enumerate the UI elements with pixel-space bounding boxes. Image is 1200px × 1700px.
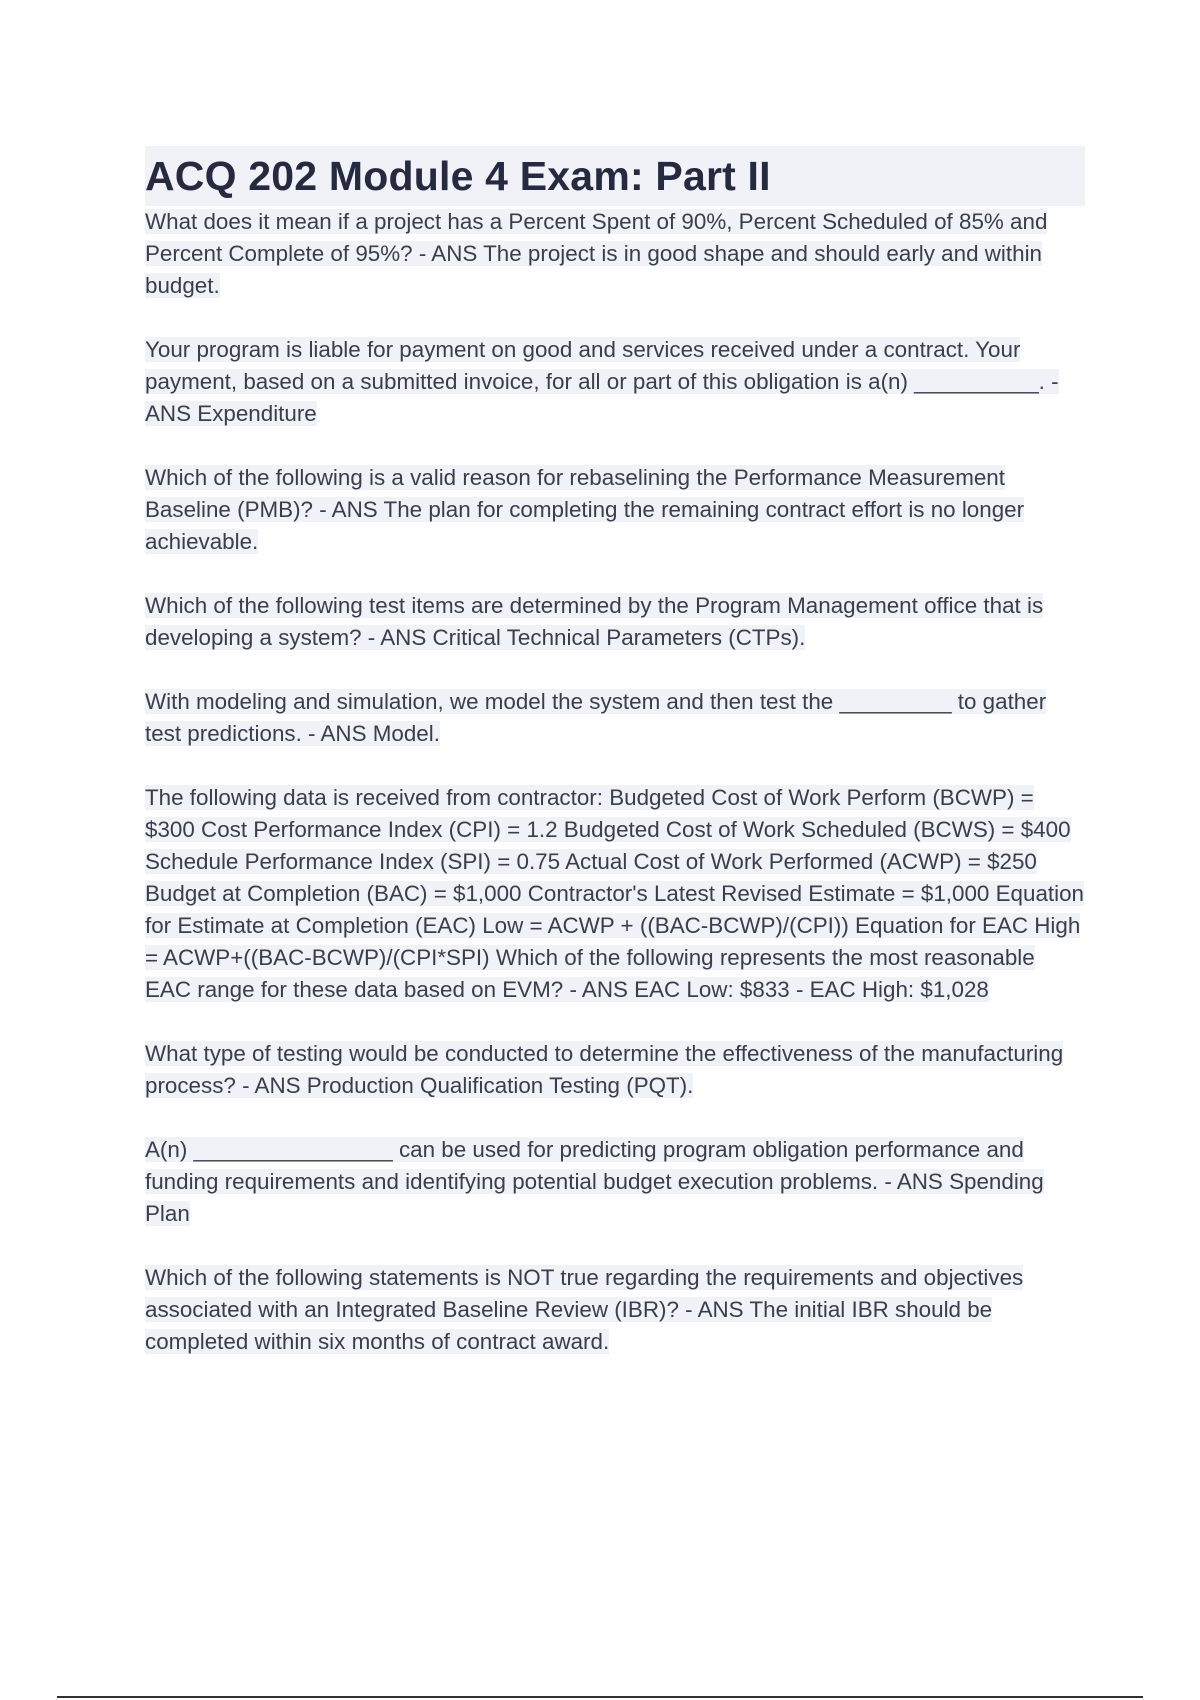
qa-item bbox=[145, 1262, 1085, 1358]
document-title: ACQ 202 Module 4 Exam: Part II bbox=[145, 146, 1085, 206]
qa-text: Which of the following test items are determined by the Program Management office that is developing a system? - ANS Critical Technical Parameters (CTPs). bbox=[145, 593, 1044, 650]
qa-text: With modeling and simulation, we model the system and then test the _________ to gather test predictions. - ANS Model. bbox=[145, 689, 1047, 746]
qa-item bbox=[145, 686, 1085, 750]
qa-text: Your program is liable for payment on good and services received under a contract. Your payment, based on a submitted invoice, for all or part of this obligation is a(n) __________. - ANS Expenditure bbox=[145, 337, 1059, 426]
qa-text: The following data is received from contractor: Budgeted Cost of Work Perform (BCWP) = $300 Cost Performance Index (CPI) = 1.2 Budgeted Cost of Work Scheduled (BCWS) = $400 Schedule Performance Index (SPI) = 0.75 Actual Cost of Work Performed (ACWP) = $250 Budget at Completion (BAC) = $1,000 Contractor's Latest Revised Estimate = $1,000 Equation for Estimate at Completion (EAC) Low = ACWP + ((BAC-BCWP)/(CPI)) Equation for EAC High = ACWP+((BAC-BCWP)/(CPI*SPI) Which of the following represents the most reasonable EAC range for these data based on EVM? - ANS EAC Low: $833 - EAC High: $1,028 bbox=[145, 785, 1084, 1002]
qa-item bbox=[145, 462, 1085, 558]
qa-text: Which of the following statements is NOT true regarding the requirements and objectives associated with an Integrated Baseline Review (IBR)? - ANS The initial IBR should be completed within six months of contract award. bbox=[145, 1265, 1024, 1354]
qa-item bbox=[145, 782, 1085, 1006]
qa-item bbox=[145, 206, 1085, 302]
qa-item bbox=[145, 334, 1085, 430]
qa-text: What type of testing would be conducted to determine the effectiveness of the manufacturing process? - ANS Production Qualification Testing (PQT). bbox=[145, 1041, 1064, 1098]
qa-text: A(n) ________________ can be used for predicting program obligation performance and funding requirements and identifying potential budget execution problems. - ANS Spending Plan bbox=[145, 1137, 1044, 1226]
qa-text: What does it mean if a project has a Percent Spent of 90%, Percent Scheduled of 85% and Percent Complete of 95%? - ANS The project is in good shape and should early and within budget. bbox=[145, 209, 1048, 298]
footer-divider bbox=[57, 1696, 1143, 1698]
qa-item bbox=[145, 1134, 1085, 1230]
qa-item bbox=[145, 1038, 1085, 1102]
qa-item bbox=[145, 590, 1085, 654]
document-body bbox=[145, 146, 1085, 1390]
qa-text: Which of the following is a valid reason for rebaselining the Performance Measurement Baseline (PMB)? - ANS The plan for completing the remaining contract effort is no longer achievable. bbox=[145, 465, 1025, 554]
